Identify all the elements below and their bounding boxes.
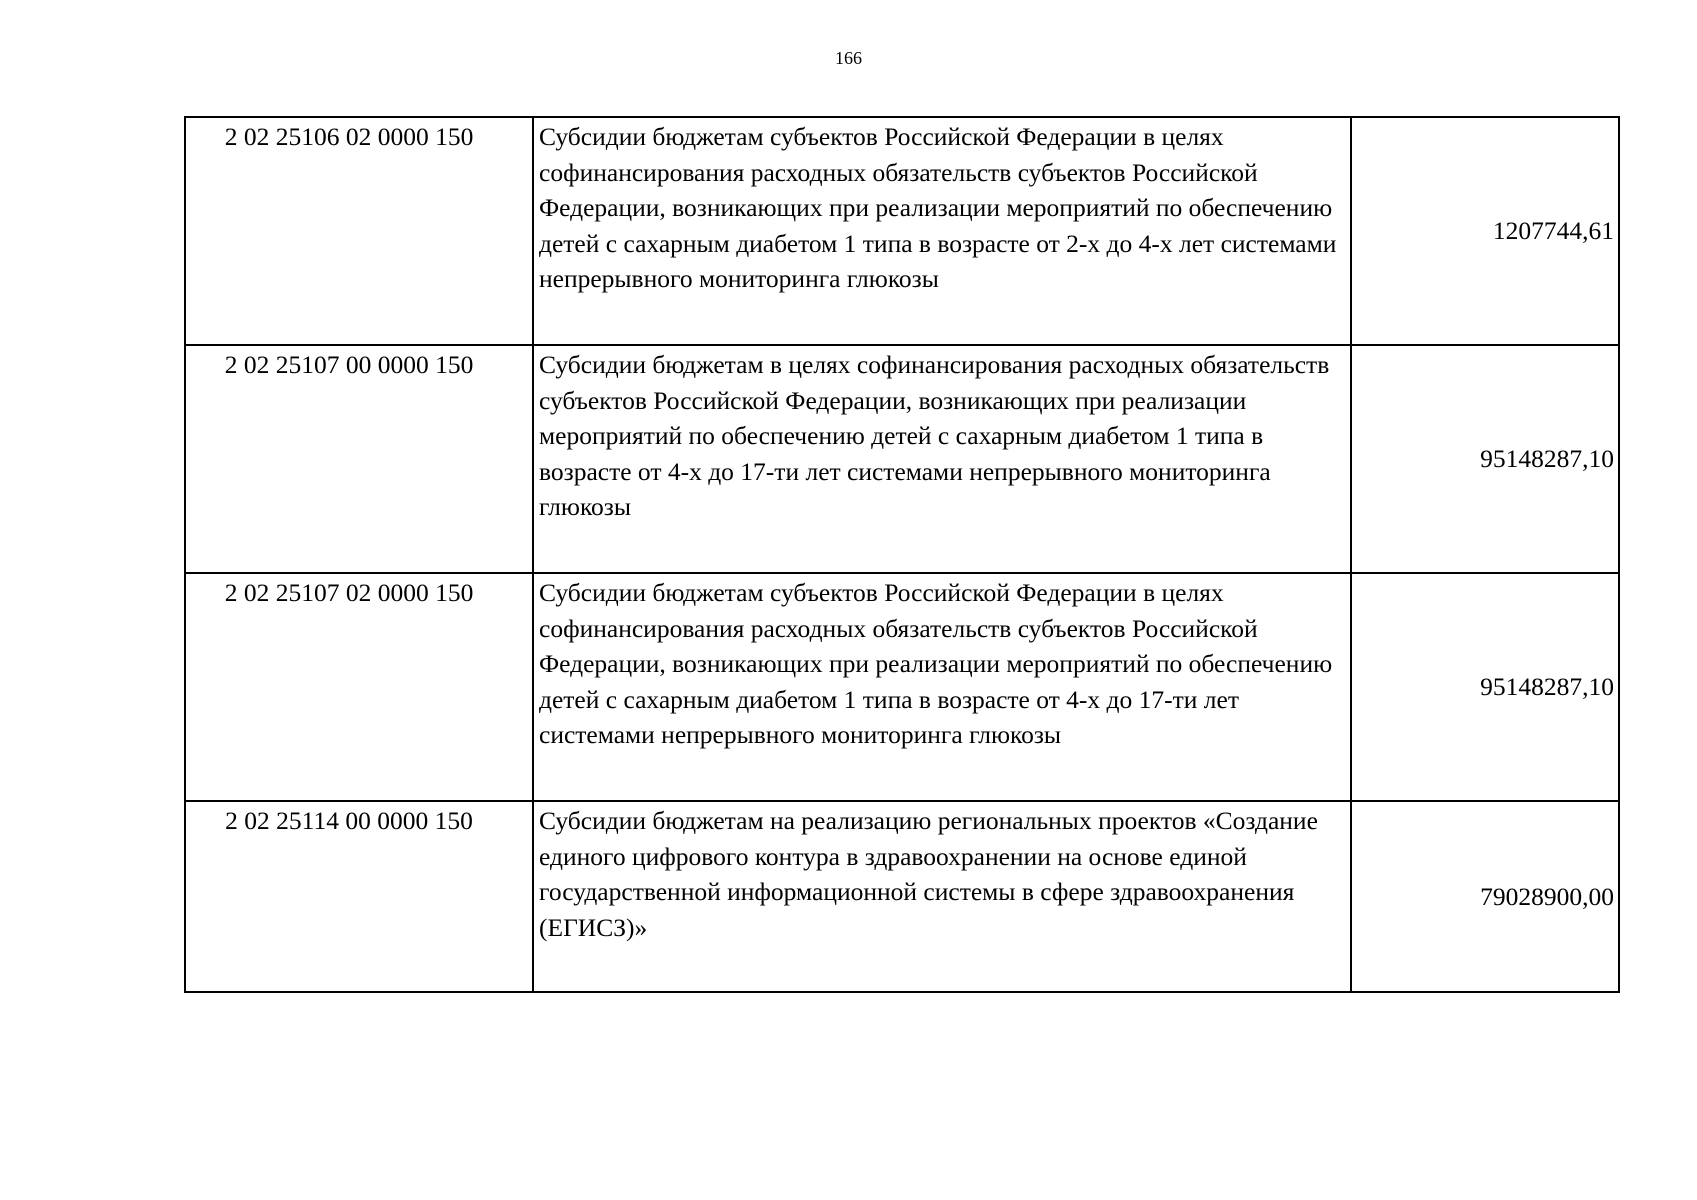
revenue-description: Субсидии бюджетам субъектов Российской Федерации в целях софинансирования расходных обязательств субъектов Российской Федерации, возникающих при реализации мероприятий по обеспечению детей с сахарным диабетом 1 типа в возрасте от 4-х до 17-ти лет системами непрерывного мониторинга глюкозы bbox=[533, 573, 1351, 801]
amount-value: 1207744,61 bbox=[1351, 117, 1619, 345]
budget-revenue-table bbox=[184, 116, 1620, 993]
amount-value: 95148287,10 bbox=[1351, 345, 1619, 573]
budget-classification-code: 2 02 25107 00 0000 150 bbox=[185, 345, 533, 573]
amount-value: 79028900,00 bbox=[1351, 801, 1619, 992]
table-row bbox=[185, 801, 1619, 992]
budget-classification-code: 2 02 25106 02 0000 150 bbox=[185, 117, 533, 345]
revenue-description: Субсидии бюджетам на реализацию региональных проектов «Создание единого цифрового контура в здравоохранении на основе единой государственной информационной системы в сфере здравоохранения (ЕГИСЗ)» bbox=[533, 801, 1351, 992]
table-row bbox=[185, 117, 1619, 345]
budget-classification-code: 2 02 25114 00 0000 150 bbox=[185, 801, 533, 992]
revenue-description: Субсидии бюджетам в целях софинансирования расходных обязательств субъектов Российской Федерации, возникающих при реализации мероприятий по обеспечению детей с сахарным диабетом 1 типа в возрасте от 4-х до 17-ти лет системами непрерывного мониторинга глюкозы bbox=[533, 345, 1351, 573]
budget-classification-code: 2 02 25107 02 0000 150 bbox=[185, 573, 533, 801]
revenue-description: Субсидии бюджетам субъектов Российской Федерации в целях софинансирования расходных обязательств субъектов Российской Федерации, возникающих при реализации мероприятий по обеспечению детей с сахарным диабетом 1 типа в возрасте от 2-х до 4-х лет системами непрерывного мониторинга глюкозы bbox=[533, 117, 1351, 345]
page-number: 166 bbox=[835, 48, 862, 68]
table-row bbox=[185, 573, 1619, 801]
table-row bbox=[185, 345, 1619, 573]
amount-value: 95148287,10 bbox=[1351, 573, 1619, 801]
